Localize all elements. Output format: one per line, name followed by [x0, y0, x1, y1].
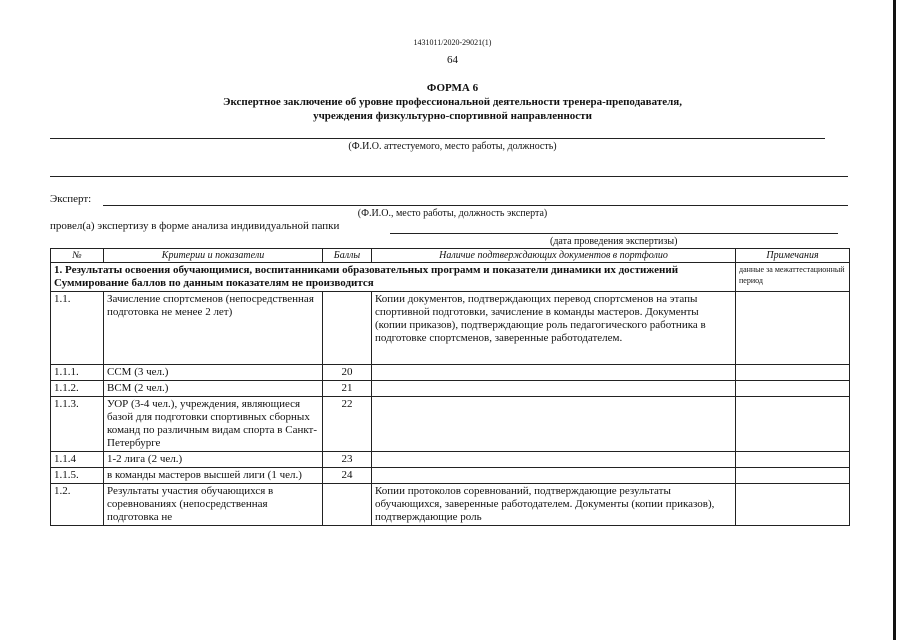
- table-row: [51, 381, 850, 397]
- row-number: 1.1.: [51, 292, 104, 365]
- table-row: [51, 365, 850, 381]
- row-notes: [736, 292, 850, 365]
- table-row: [51, 397, 850, 452]
- row-score: 23: [323, 452, 372, 468]
- page-number: 64: [447, 54, 458, 66]
- document-title-line1: Экспертное заключение об уровне профессиональной деятельности тренера-преподавателя,: [223, 96, 682, 108]
- row-score: 21: [323, 381, 372, 397]
- row-notes: [736, 397, 850, 452]
- row-number: 1.1.3.: [51, 397, 104, 452]
- table-row: [51, 484, 850, 526]
- date-caption: (дата проведения экспертизы): [550, 236, 678, 247]
- col-header-number: №: [51, 249, 104, 263]
- table-header-row: [51, 249, 850, 263]
- expert-underline: [103, 205, 848, 206]
- section-title: 1. Результаты освоения обучающимися, воспитанниками образовательных программ и показатели динамики их достижений: [54, 264, 679, 276]
- row-criteria: 1-2 лига (2 чел.): [104, 452, 323, 468]
- row-criteria: ССМ (3 чел.): [104, 365, 323, 381]
- row-score: 20: [323, 365, 372, 381]
- row-docs: [372, 452, 736, 468]
- section-row: [51, 263, 850, 292]
- table-row: [51, 468, 850, 484]
- col-header-docs: Наличие подтверждающих документов в портфолио: [372, 249, 736, 263]
- row-score: 22: [323, 397, 372, 452]
- row-docs: [372, 381, 736, 397]
- row-docs: [372, 468, 736, 484]
- document-id: 1431011/2020-29021(1): [413, 38, 492, 47]
- extra-underline: [50, 176, 848, 177]
- row-notes: [736, 484, 850, 526]
- row-number: 1.2.: [51, 484, 104, 526]
- table-row: [51, 292, 850, 365]
- row-notes: [736, 468, 850, 484]
- section-subtitle: Суммирование баллов по данным показателям не производится: [54, 277, 374, 289]
- scan-edge-bar: [893, 0, 896, 640]
- expert-label: Эксперт:: [50, 193, 92, 205]
- document-title-line2: учреждения физкультурно-спортивной направленности: [313, 110, 592, 122]
- row-number: 1.1.5.: [51, 468, 104, 484]
- expertise-statement: провел(а) экспертизу в форме анализа индивидуальной папки: [50, 220, 340, 232]
- row-notes: [736, 452, 850, 468]
- row-criteria: Зачисление спортсменов (непосредственная подготовка не менее 2 лет): [104, 292, 323, 365]
- expert-caption: (Ф.И.О., место работы, должность эксперта): [357, 208, 548, 219]
- row-number: 1.1.2.: [51, 381, 104, 397]
- row-notes: [736, 365, 850, 381]
- fio-caption: (Ф.И.О. аттестуемого, место работы, должность): [348, 141, 557, 152]
- expert-table: [50, 248, 850, 526]
- row-docs: Копии протоколов соревнований, подтверждающие результаты обучающихся, заверенные работодателем. Документы (копии приказов), подтверждающие роль: [372, 484, 736, 526]
- row-docs: [372, 365, 736, 381]
- row-criteria: ВСМ (2 чел.): [104, 381, 323, 397]
- row-docs: Копии документов, подтверждающих перевод спортсменов на этапы спортивной подготовки, зачисление в команды мастеров. Документы (копии приказов), подтверждающие роль педагогического работника в подготовке спортсменов, заверенные работодателем.: [372, 292, 736, 365]
- row-score: [323, 484, 372, 526]
- form-title: ФОРМА 6: [426, 82, 479, 94]
- row-criteria: Результаты участия обучающихся в соревнованиях (непосредственная подготовка не: [104, 484, 323, 526]
- section-note: данные за межаттестационный период: [736, 263, 850, 292]
- row-number: 1.1.1.: [51, 365, 104, 381]
- section-title-cell: [51, 263, 736, 292]
- col-header-criteria: Критерии и показатели: [104, 249, 323, 263]
- col-header-notes: Примечания: [736, 249, 850, 263]
- col-header-score: Баллы: [323, 249, 372, 263]
- fio-underline: [50, 138, 825, 139]
- row-notes: [736, 381, 850, 397]
- row-number: 1.1.4: [51, 452, 104, 468]
- row-criteria: УОР (3-4 чел.), учреждения, являющиеся базой для подготовки спортивных сборных команд по различным видам спорта в Санкт-Петербурге: [104, 397, 323, 452]
- date-underline: [390, 233, 838, 234]
- row-score: 24: [323, 468, 372, 484]
- row-score: [323, 292, 372, 365]
- table-row: [51, 452, 850, 468]
- row-docs: [372, 397, 736, 452]
- row-criteria: в команды мастеров высшей лиги (1 чел.): [104, 468, 323, 484]
